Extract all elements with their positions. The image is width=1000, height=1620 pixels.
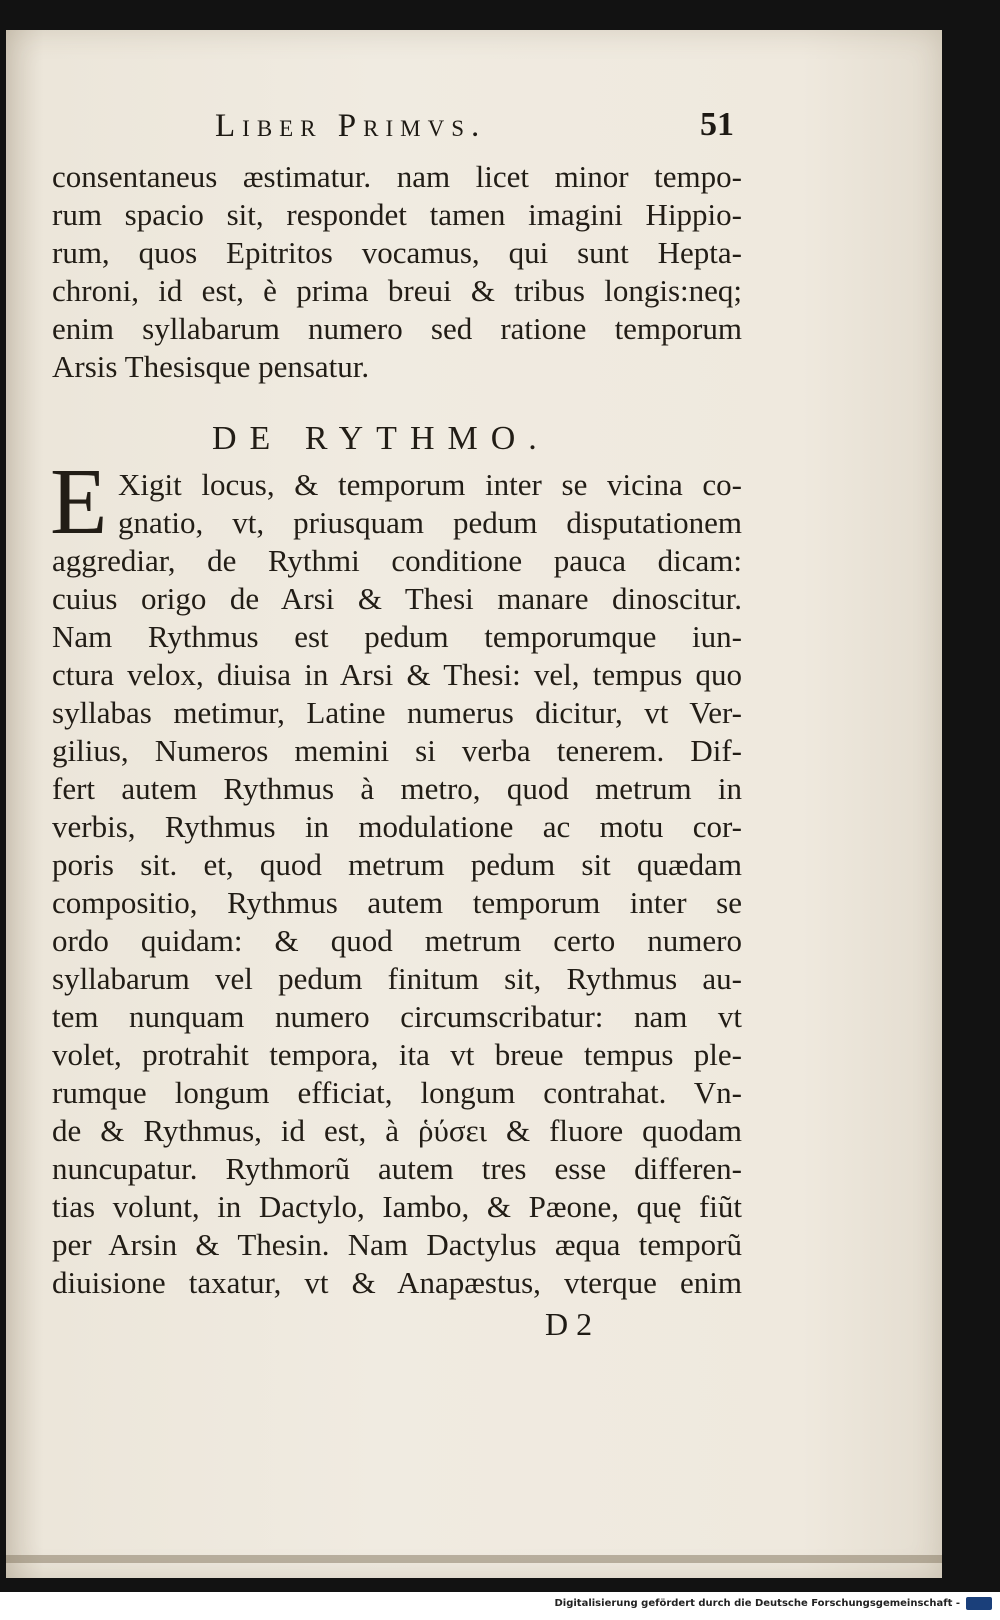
text-line: fert autem Rythmus à metro, quod metrum in — [52, 771, 742, 806]
text-line: Nam Rythmus est pedum temporumque iun- — [52, 619, 742, 654]
text-line: compositio, Rythmus autem temporum inter se — [52, 885, 742, 920]
drop-cap-initial: E — [50, 450, 108, 554]
text-line: rum spacio sit, respondet tamen imagini Hippio- — [52, 197, 742, 232]
text-line: per Arsin & Thesin. Nam Dactylus æqua temporũ — [52, 1227, 742, 1262]
digitization-credit: Digitalisierung gefördert durch die Deutsche Forschungsgemeinschaft - — [554, 1598, 960, 1609]
text-line: nuncupatur. Rythmorũ autem tres esse differen- — [52, 1151, 742, 1186]
text-line: ctura velox, diuisa in Arsi & Thesi: vel, tempus quo — [52, 657, 742, 692]
text-line: tias volunt, in Dactylo, Iambo, & Pæone, quę fiũt — [52, 1189, 742, 1224]
paragraph-continued — [52, 158, 742, 386]
text-line: poris sit. et, quod metrum pedum sit quædam — [52, 847, 742, 882]
page-edge-shadow — [6, 1555, 942, 1563]
text-line: rumque longum efficiat, longum contrahat. Vn- — [52, 1075, 742, 1110]
text-line: gilius, Numeros memini si verba tenerem. Dif- — [52, 733, 742, 768]
section-heading — [0, 420, 1000, 464]
text-line: consentaneus æstimatur. nam licet minor tempo- — [52, 159, 742, 194]
text-line: Arsis Thesisque pensatur. — [52, 349, 370, 384]
text-line: tem nunquam numero circumscribatur: nam vt — [52, 999, 742, 1034]
text-line: volet, protrahit tempora, ita vt breue tempus ple- — [52, 1037, 742, 1072]
text-line: cuius origo de Arsi & Thesi manare dinoscitur. — [52, 581, 742, 616]
text-line: syllabas metimur, Latine numerus dicitur, vt Ver- — [52, 695, 742, 730]
running-head: Liber Primvs. — [215, 108, 487, 144]
text-line: enim syllabarum numero sed ratione temporum — [52, 311, 742, 346]
page-header — [0, 104, 1000, 154]
paragraph-opening-lines — [118, 466, 742, 542]
dfg-logo-icon — [966, 1597, 992, 1610]
paragraph-body — [52, 542, 742, 1302]
text-line: diuisione taxatur, vt & Anapæstus, vterque enim — [52, 1265, 742, 1300]
text-line: aggrediar, de Rythmi conditione pauca dicam: — [52, 543, 742, 578]
signature-mark: D 2 — [545, 1306, 593, 1342]
page-number: 51 — [700, 106, 734, 143]
text-line: Xigit locus, & temporum inter se vicina co- — [118, 467, 742, 502]
text-line: rum, quos Epitritos vocamus, qui sunt Hepta- — [52, 235, 742, 270]
section-heading-text: DE RYTHMO. — [212, 420, 550, 457]
text-line: de & Rythmus, id est, à ῥύσει & fluore quodam — [52, 1113, 742, 1148]
text-line: chroni, id est, è prima breui & tribus longis:neq; — [52, 273, 742, 308]
text-line: syllabarum vel pedum finitum sit, Rythmus au- — [52, 961, 742, 996]
text-line: ordo quidam: & quod metrum certo numero — [52, 923, 742, 958]
text-line: gnatio, vt, priusquam pedum disputationem — [118, 505, 742, 540]
text-line: verbis, Rythmus in modulatione ac motu cor- — [52, 809, 742, 844]
